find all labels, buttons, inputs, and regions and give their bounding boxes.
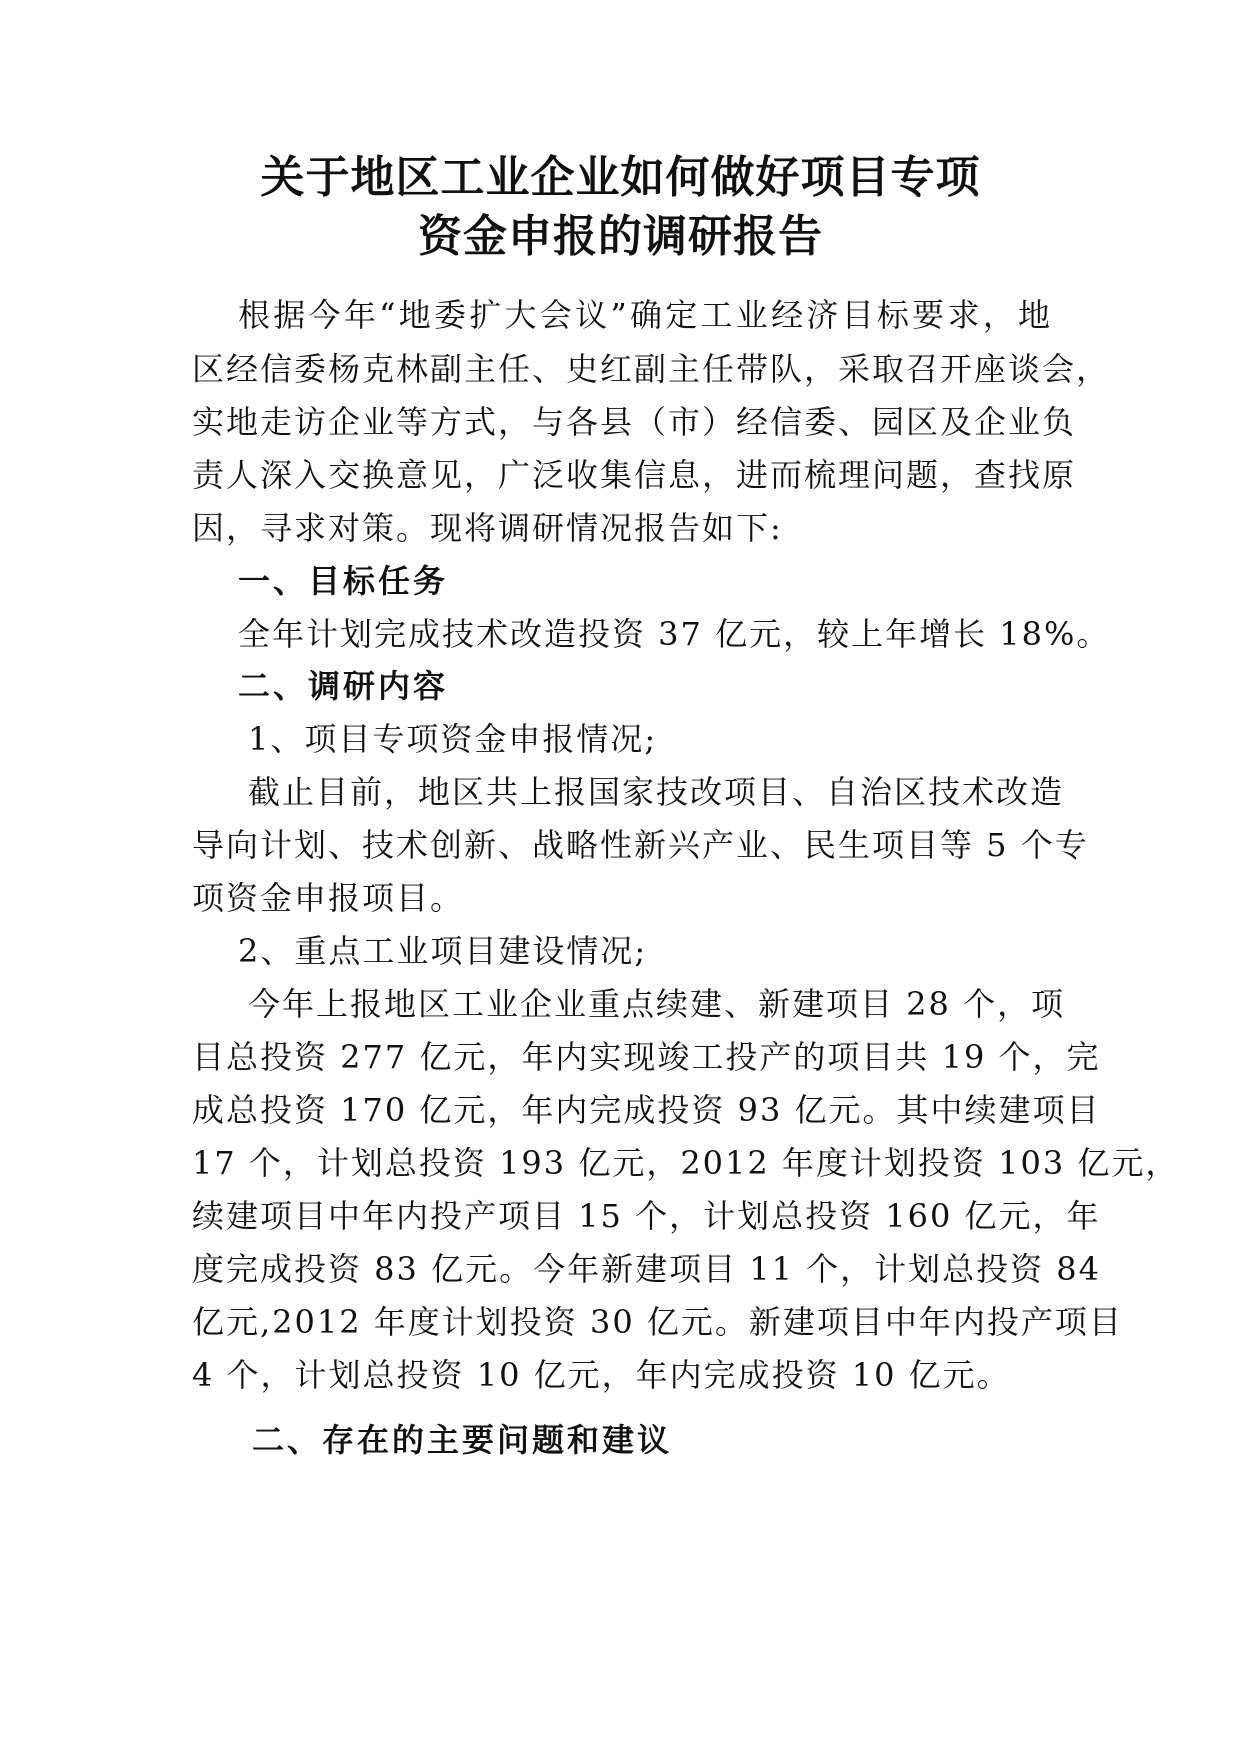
- item-line: 17 个，计划总投资 193 亿元，2012 年度计划投资 103 亿元，: [192, 1144, 1180, 1182]
- document-title-line-1: 关于地区工业企业如何做好项目专项: [260, 152, 981, 203]
- section-heading-research: 二、调研内容: [238, 667, 449, 705]
- item-line: 成总投资 170 亿元，年内完成投资 93 亿元。其中续建项目: [192, 1091, 1101, 1129]
- item-line: 截止目前，地区共上报国家技改项目、自治区技术改造: [248, 773, 1065, 811]
- item-heading-funding: 1、项目专项资金申报情况;: [248, 720, 658, 758]
- intro-line: 因，寻求对策。现将调研情况报告如下:: [192, 509, 783, 547]
- intro-line: 根据今年“地委扩大会议”确定工业经济目标要求，地: [238, 296, 1052, 334]
- item-line: 今年上报地区工业企业重点续建、新建项目 28 个，项: [248, 985, 1066, 1023]
- document-title-line-2: 资金申报的调研报告: [418, 211, 823, 262]
- section-text-targets: 全年计划完成技术改造投资 37 亿元，较上年增长 18%。: [238, 615, 1111, 653]
- intro-line: 实地走访企业等方式，与各县（市）经信委、园区及企业负: [192, 403, 1077, 441]
- section-heading-targets: 一、目标任务: [238, 562, 449, 600]
- item-line: 目总投资 277 亿元，年内实现竣工投产的项目共 19 个，完: [192, 1038, 1101, 1076]
- section-heading-problems: 二、存在的主要问题和建议: [252, 1421, 673, 1459]
- item-line: 项资金申报项目。: [192, 879, 465, 917]
- item-line: 亿元,2012 年度计划投资 30 亿元。新建项目中年内投产项目: [192, 1303, 1123, 1341]
- item-line: 度完成投资 83 亿元。今年新建项目 11 个，计划总投资 84: [192, 1250, 1102, 1288]
- item-line: 4 个，计划总投资 10 亿元，年内完成投资 10 亿元。: [192, 1356, 1011, 1394]
- item-line: 导向计划、技术创新、战略性新兴产业、民生项目等 5 个专: [192, 826, 1089, 864]
- intro-line: 区经信委杨克林副主任、史红副主任带队，采取召开座谈会，: [192, 350, 1111, 388]
- item-line: 续建项目中年内投产项目 15 个，计划总投资 160 亿元，年: [192, 1197, 1101, 1235]
- intro-line: 责人深入交换意见，广泛收集信息，进而梳理问题，查找原: [192, 456, 1077, 494]
- item-heading-projects: 2、重点工业项目建设情况;: [238, 932, 648, 970]
